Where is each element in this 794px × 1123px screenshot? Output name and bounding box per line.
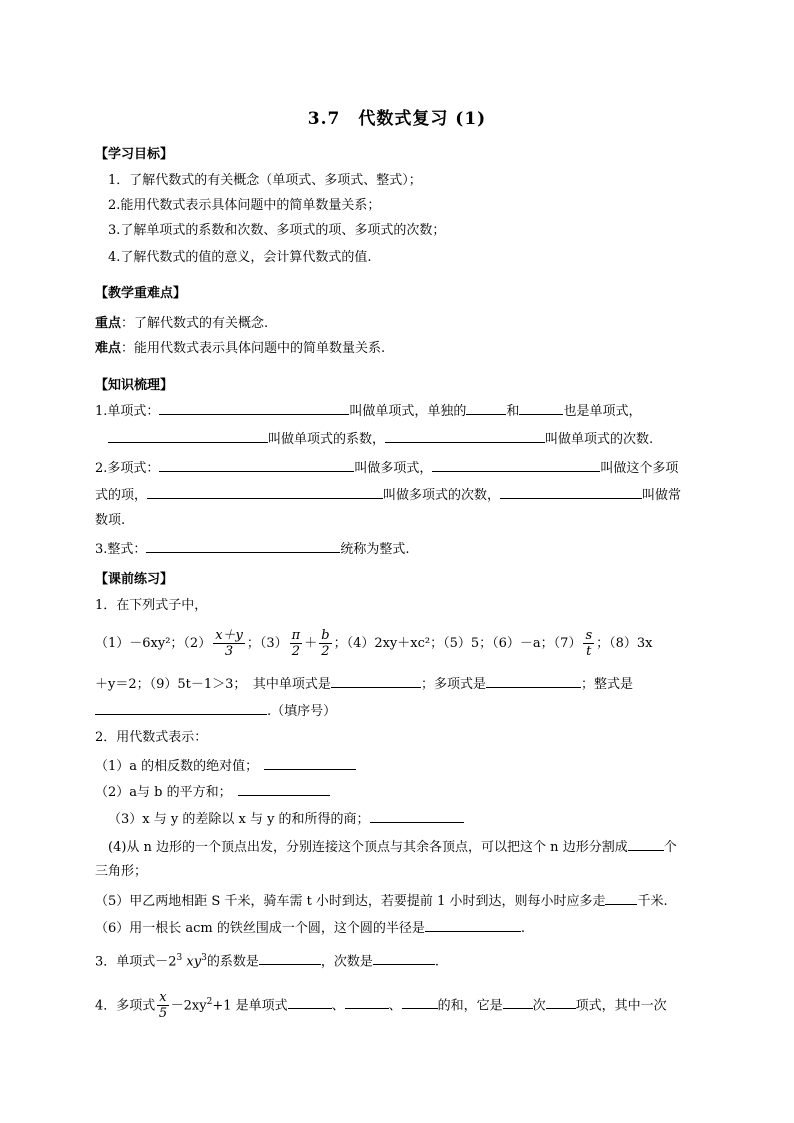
question-4 [95,985,667,1023]
text: ＋y＝2；（9）5t－1＞3； 其中单项式是 [95,677,331,692]
text: 个 [663,840,677,855]
text: 叫做单项式的系数， [268,432,386,447]
knowledge-line [108,428,653,450]
question-2-item [95,917,525,939]
question-1-intro: 1．在下列式子中， [95,598,208,613]
text: 次 [532,998,546,1014]
answer-blank[interactable] [108,428,268,443]
answer-blank[interactable] [146,538,340,553]
text: 4．多项式 [95,998,156,1014]
text: 和 [506,404,520,419]
answer-blank[interactable] [373,950,435,965]
text: 、 [388,998,402,1014]
answer-blank[interactable] [147,484,383,499]
text: 、 [331,998,345,1014]
objective-item: 3.了解单项式的系数和次数、多项式的项、多项式的次数； [108,223,446,238]
text: （3）x 与 y 的差除以 x 与 y 的和所得的商； [108,812,370,827]
question-2-intro: 2．用代数式表示： [95,730,208,745]
question-2-item: 三角形； [95,864,148,879]
text: （1）a 的相反数的绝对值； [95,759,259,774]
text: ；多项式是 [420,677,486,692]
text: +1 是单项式 [212,998,288,1014]
answer-blank[interactable] [345,994,389,1009]
fraction [213,628,245,659]
answer-blank[interactable] [385,428,545,443]
text: －2xy [170,998,207,1014]
key-point [95,314,268,334]
question-1-line [95,700,336,722]
knowledge-line [95,484,681,506]
difficult-label: 难点 [95,341,122,356]
text: . [434,954,439,970]
text: 的和，它是 [437,998,503,1014]
denominator: 2 [291,644,301,659]
answer-blank[interactable] [519,400,563,415]
text: （2）a与 b 的平方和； [95,785,232,800]
objective-item: 1．了解代数式的有关概念（单项式、多项式、整式）； [108,173,422,188]
text: 叫做多项式的次数， [383,488,501,503]
answer-blank[interactable] [500,484,642,499]
key-label: 重点 [95,316,122,331]
text: .（填序号） [267,704,337,719]
page-title: 3.7 代数式复习 (1) [307,109,487,129]
text: (4)从 n 边形的一个顶点出发，分别连接这个顶点与其余各顶点，可以把这个 n 边形分割成 [108,840,628,855]
fraction [583,628,594,659]
denominator: 5 [158,1006,168,1022]
exponent: 3 [176,953,183,963]
numerator: x [159,990,167,1006]
numerator: π [291,628,301,643]
practice-heading: 【课前练习】 [95,572,174,587]
text: 千米. [637,894,668,909]
text: 叫做常 [642,488,682,503]
text: 项式，其中一次 [575,998,667,1014]
text: ；整式是 [580,677,633,692]
numerator: b [321,628,330,643]
text: 叫做单项式的次数. [545,432,654,447]
knowledge-line [95,400,641,422]
text: 叫做这个多项 [600,461,679,476]
answer-blank[interactable] [503,994,533,1009]
numerator: s [585,628,593,643]
denominator: 2 [321,644,330,659]
difficult-point [95,339,385,359]
text: （6）用一根长 acm 的铁丝围成一个圆，这个圆的半径是 [95,921,425,936]
text: ＋ [304,636,318,651]
answer-blank[interactable] [370,808,464,823]
text: （1）－6xy²；（2） [95,636,212,651]
knowledge-line: 数项. [95,513,126,528]
key-text: ：了解代数式的有关概念. [121,316,269,331]
text: 3.整式： [95,542,147,557]
answer-blank[interactable] [546,994,576,1009]
objective-item: 2.能用代数式表示具体问题中的简单数量关系； [108,198,381,213]
answer-blank[interactable] [466,400,506,415]
answer-blank[interactable] [238,781,330,796]
answer-blank[interactable] [159,457,354,472]
numerator: x＋y [215,628,243,643]
answer-blank[interactable] [264,755,356,770]
exponent: 2 [206,997,213,1007]
text: xy [182,954,202,970]
text: 叫做多项式， [354,461,433,476]
text: ，次数是 [320,954,373,970]
text: 的系数是 [206,954,259,970]
text: . [520,921,526,936]
denominator: t [586,644,592,659]
difficult-text: ：能用代数式表示具体问题中的简单数量关系. [121,341,386,356]
text: 2.多项式： [95,461,160,476]
question-2-item [95,755,356,777]
answer-blank[interactable] [425,917,521,932]
answer-blank[interactable] [159,400,349,415]
key-points-heading: 【教学重难点】 [95,286,187,301]
answer-blank[interactable] [432,457,600,472]
answer-blank[interactable] [259,950,321,965]
objectives-heading: 【学习目标】 [95,147,174,162]
text: ；（4）2xy＋xc²；（5）5；（6）－a；（7） [333,636,582,651]
answer-blank[interactable] [288,994,332,1009]
question-1-line [95,673,633,695]
question-2-item [108,808,464,830]
answer-blank[interactable] [95,700,267,715]
knowledge-line [95,457,678,479]
knowledge-line [95,538,410,560]
answer-blank[interactable] [605,890,637,905]
text: 也是单项式， [563,404,642,419]
denominator: 3 [224,644,234,659]
text: 统称为整式. [340,542,410,557]
text: （5）甲乙两地相距 S 千米，骑车需 t 小时到达，若要提前 1 小时到达，则每小时应多走 [95,894,606,909]
fraction [290,628,303,659]
text: 叫做单项式，单独的 [349,404,467,419]
answer-blank[interactable] [402,994,438,1009]
question-2-item [95,890,668,912]
question-2-item [95,781,330,803]
answer-blank[interactable] [486,673,581,688]
knowledge-heading: 【知识梳理】 [95,378,174,393]
exponent: 3 [201,953,207,963]
answer-blank[interactable] [331,673,421,688]
objective-item: 4.了解代数式的值的意义，会计算代数式的值. [108,250,372,265]
fraction [319,628,331,659]
question-3 [95,948,439,972]
text: 3．单项式－2 [95,954,177,970]
answer-blank[interactable] [628,836,664,851]
text: ；（3） [246,636,288,651]
text: 式的项， [95,488,148,503]
question-1-items [95,628,653,660]
fraction [157,990,168,1021]
text: ；（8）3x [596,636,653,651]
text: 1.单项式： [95,404,160,419]
question-2-item [108,836,677,858]
